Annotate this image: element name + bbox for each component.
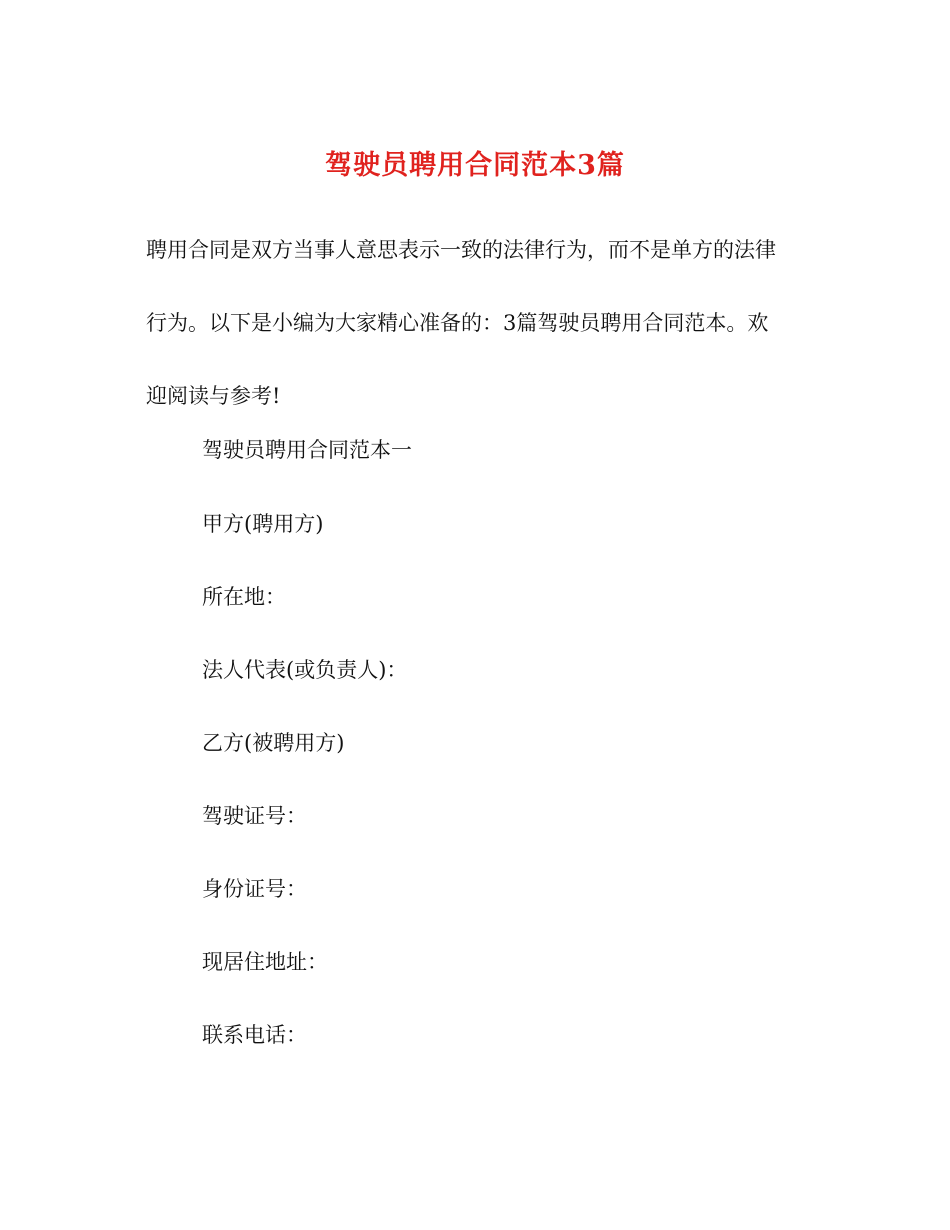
driver-license-label: 驾驶证号： <box>202 804 307 828</box>
document-title: 驾驶员聘用合同范本3篇 <box>325 150 625 182</box>
party-b-label: 乙方(被聘用方) <box>202 731 345 755</box>
phone-label: 联系电话： <box>202 1023 307 1047</box>
current-address-label: 现居住地址： <box>202 950 328 974</box>
legal-representative-label: 法人代表(或负责人)： <box>202 658 408 682</box>
intro-line: 行为。以下是小编为大家精心准备的：3篇驾驶员聘用合同范本。欢 <box>146 311 769 335</box>
intro-line: 迎阅读与参考! <box>146 384 281 408</box>
section-heading: 驾驶员聘用合同范本一 <box>202 438 412 462</box>
location-label: 所在地： <box>202 585 286 609</box>
intro-paragraph <box>146 214 806 433</box>
intro-line: 聘用合同是双方当事人意思表示一致的法律行为，而不是单方的法律 <box>146 238 776 262</box>
id-number-label: 身份证号： <box>202 877 307 901</box>
party-a-label: 甲方(聘用方) <box>202 512 324 536</box>
